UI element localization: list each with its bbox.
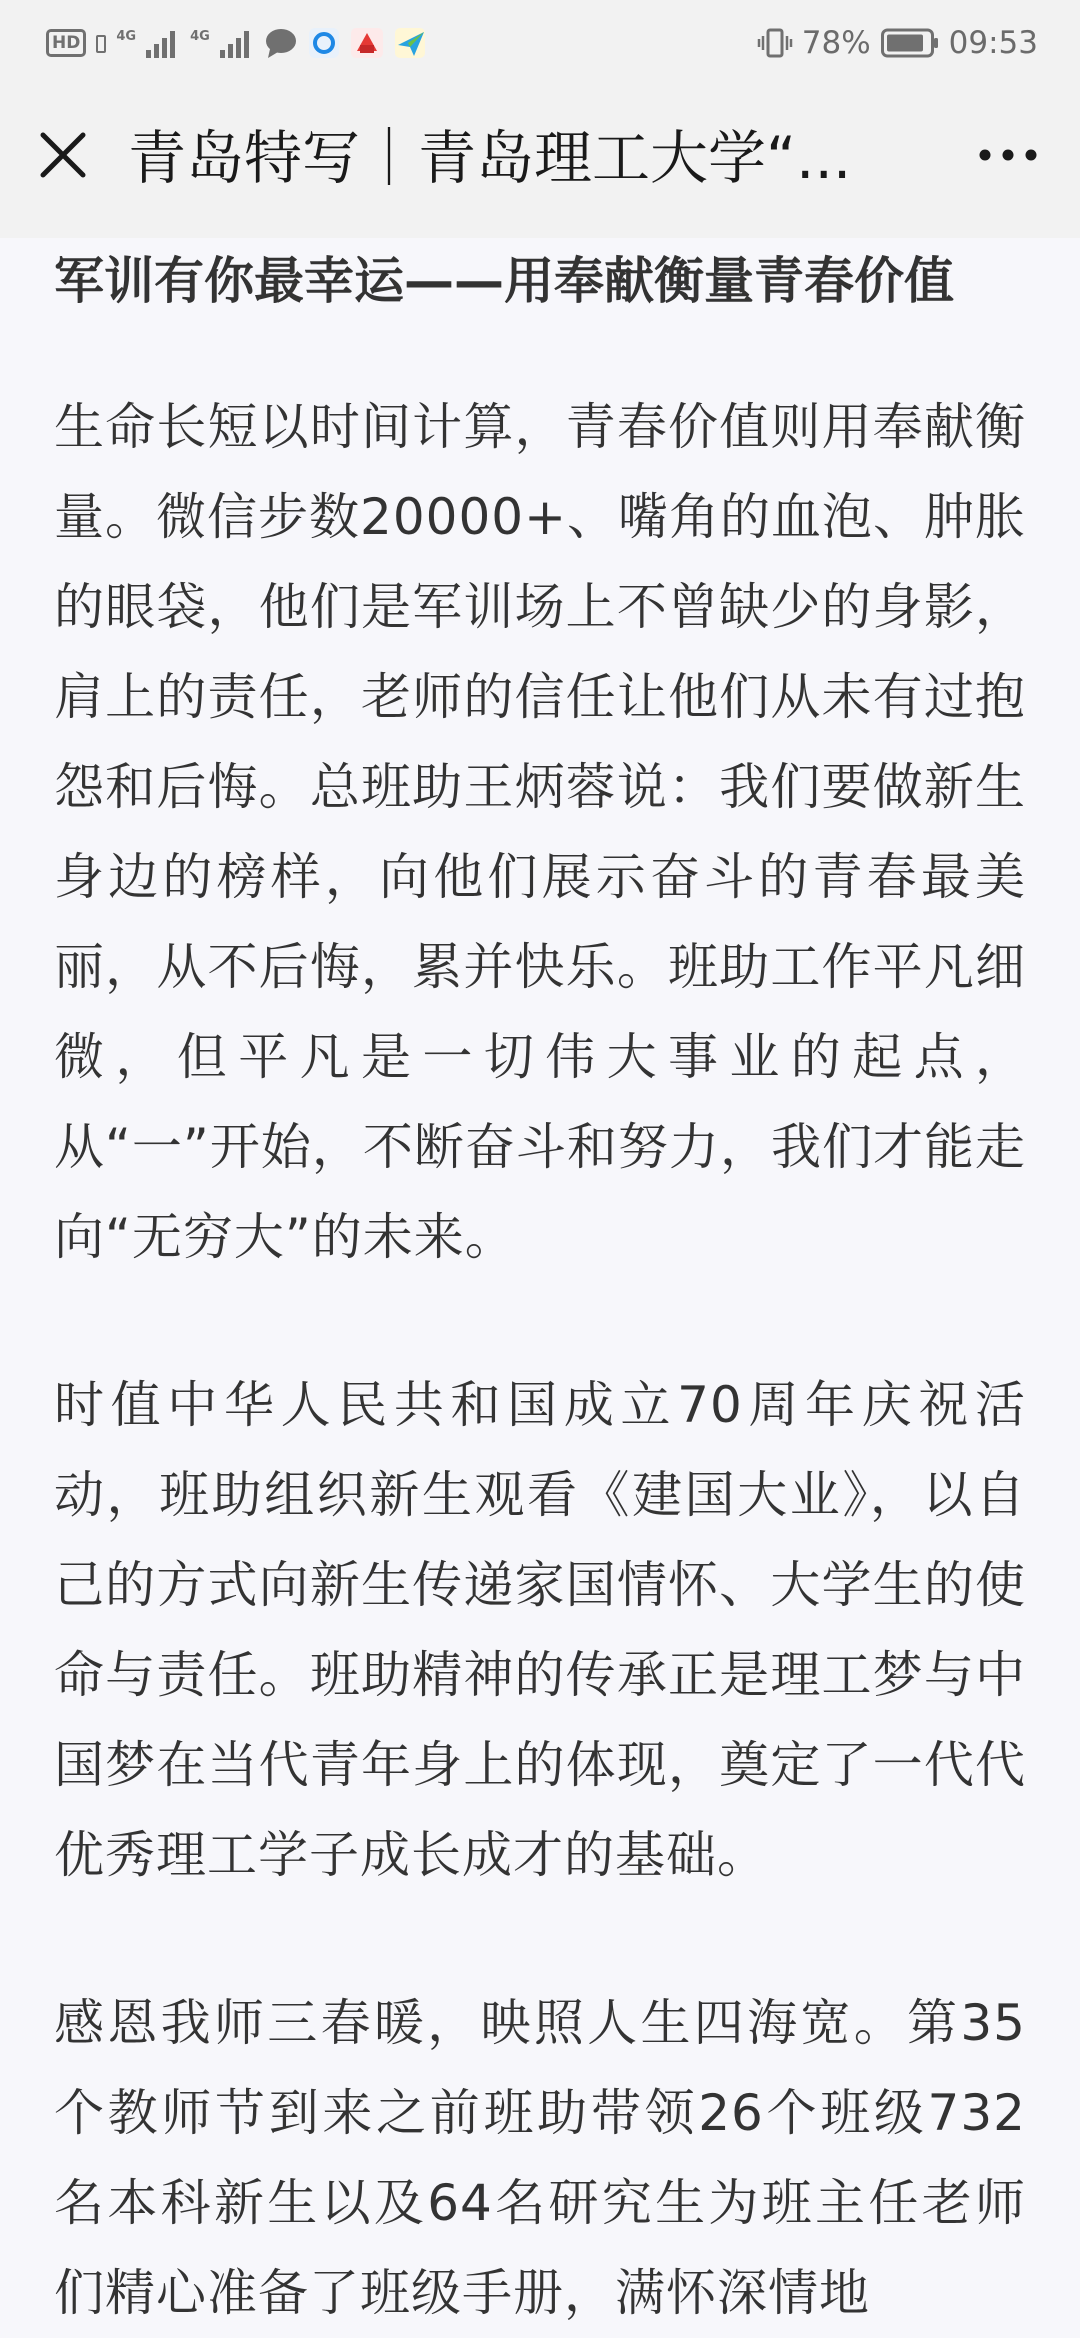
more-icon	[978, 148, 1038, 162]
close-icon	[39, 131, 87, 179]
more-button[interactable]	[972, 122, 1044, 188]
status-left	[46, 27, 428, 59]
vibrate-icon	[758, 26, 792, 60]
network-type-2: 4G	[190, 29, 210, 44]
page-title: 青岛特写｜青岛理工大学“...	[128, 124, 852, 192]
chat-bubble-icon	[264, 27, 298, 59]
signal-icon	[220, 28, 254, 58]
article-paragraph: 感恩我师三春暖，映照人生四海宽。第35个教师节到来之前班助带领26个班级732名本科新生以及64名研究生为班主任老师们精心准备了班级手册，满怀深情地	[54, 1994, 1026, 2322]
article-paragraph: 生命长短以时间计算，青春价值则用奉献衡量。微信步数20000+、嘴角的血泡、肿胀的眼袋，他们是军训场上不曾缺少的身影，肩上的责任，老师的信任让他们从未有过抱怨和后悔。总班助王炳蓉说：我们要做新生身边的榜样，向他们展示奋斗的青春最美丽，从不后悔，累并快乐。班助工作平凡细微，但平凡是一切伟大事业的起点，从“一”开始，不断奋斗和努力，我们才能走向“无穷大”的未来。	[54, 398, 1026, 1266]
sim-card-icon	[96, 32, 106, 54]
status-bar	[0, 0, 1080, 86]
article-paragraph: 时值中华人民共和国成立70周年庆祝活动，班助组织新生观看《建国大业》，以自己的方式向新生传递家国情怀、大学生的使命与责任。班助精神的传承正是理工梦与中国梦在当代青年身上的体现，奠定了一代代优秀理工学子成长成才的基础。	[54, 1376, 1026, 1884]
nav-bar	[0, 86, 1080, 238]
hd-icon: HD	[46, 29, 86, 57]
clock: 09:53	[948, 25, 1038, 61]
network-type-1: 4G	[116, 29, 137, 44]
status-right	[758, 25, 1038, 61]
article-content[interactable]	[0, 238, 1080, 2322]
app-icon	[350, 27, 384, 59]
close-button[interactable]	[30, 122, 96, 188]
app-icon	[394, 27, 428, 59]
signal-icon	[146, 28, 180, 58]
battery-icon	[881, 28, 939, 58]
app-icon	[308, 27, 340, 59]
article	[54, 238, 1026, 2338]
section-heading: 军训有你最幸运——用奉献衡量青春价值	[54, 252, 954, 310]
battery-percent: 78%	[801, 25, 871, 61]
